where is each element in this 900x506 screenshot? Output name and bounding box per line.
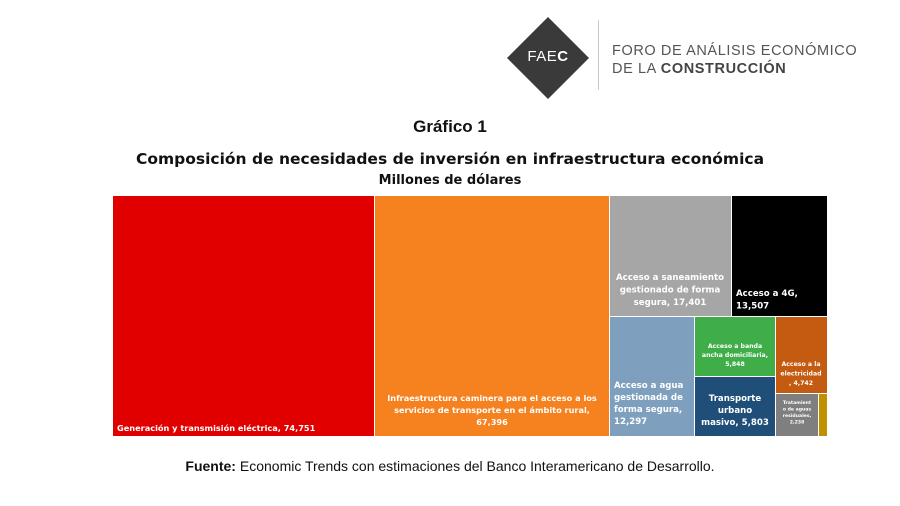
logo-mark-text: FAEC [527, 48, 569, 65]
chart-number: Gráfico 1 [413, 117, 487, 136]
treemap-cell-1 [113, 196, 374, 436]
treemap-label-4: Acceso a 4G, 13,507 [736, 289, 798, 312]
treemap-label-9: Tratamient o de aguas residuales, 2,238 [782, 401, 812, 426]
treemap-cell-10 [819, 394, 827, 436]
source-note: Fuente: Economic Trends con estimaciones del Banco Interamericano de Desarrollo. [185, 458, 715, 474]
treemap-label-6: Acceso a banda ancha domiciliaria, 5,848 [701, 343, 769, 368]
treemap-label-7: Transporte urbano masivo, 5,803 [701, 394, 769, 428]
treemap-label-8: Acceso a la electricidad , 4,742 [780, 361, 822, 387]
chart-subtitle: Millones de dólares [378, 173, 522, 188]
logo-line-1: FORO DE ANÁLISIS ECONÓMICO [612, 43, 858, 59]
logo-line-2: DE LA CONSTRUCCIÓN [612, 61, 787, 77]
treemap-label-3: Acceso a saneamiento gestionado de forma segura, 17,401 [616, 273, 724, 308]
treemap-label-2: Infraestructura caminera para el acceso a los servicios de transporte en el ámbito rural, 67,396 [387, 393, 597, 427]
treemap-label-5: Acceso a agua gestionada de forma segura, 12,297 [614, 381, 684, 427]
treemap-label-1: Generación y transmisión eléctrica, 74,751 [117, 423, 316, 433]
chart-title: Composición de necesidades de inversión en infraestructura económica [135, 150, 765, 168]
